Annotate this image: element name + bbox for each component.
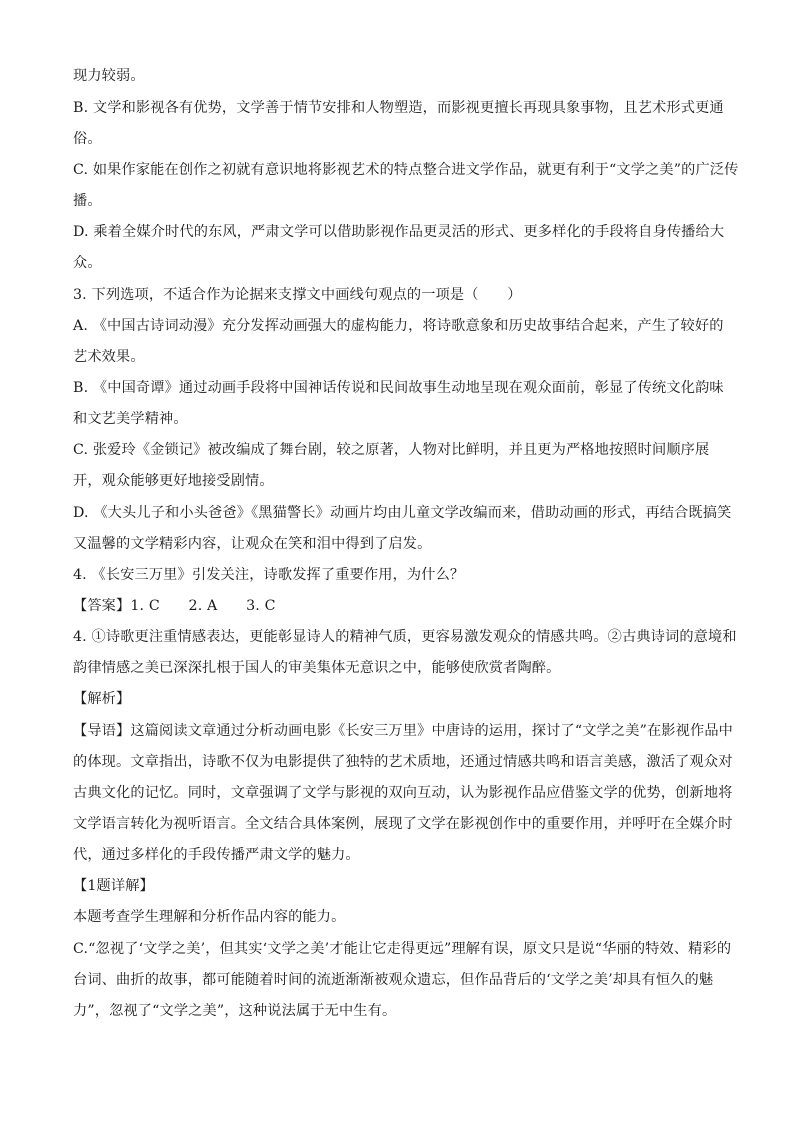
text-line: 台词、曲折的故事，都可能随着时间的流逝渐渐被观众遗忘，但作品背后的‘文学之美’却具有恒久的魅 [73,972,714,988]
analysis-heading: 【解析】 [73,691,131,707]
text-line: 代，通过多样化的手段传播严肃文学的魅力。 [73,847,360,863]
text-line: 艺术效果。 [73,349,145,365]
text-line: 众。 [73,255,102,271]
text-line: 开，观众能够更好地接受剧情。 [73,473,274,489]
question-4-stem: 4. 《长安三万里》引发关注，诗歌发挥了重要作用，为什么？ [73,567,465,583]
text-line: D. 《大头儿子和小头爸爸》《黑猫警长》动画片均由儿童文学改编而来，借助动画的形式，再结合既搞笑 [73,505,732,521]
text-line: 力”，忽视了“文学之美”，这种说法属于无中生有。 [73,1003,397,1019]
text-line: 4. ①诗歌更注重情感表达，更能彰显诗人的精神气质，更容易激发观众的情感共鸣。②古典诗词的意境和 [73,629,737,645]
section-heading: 【1题详解】 [73,878,154,894]
text-line: 俗。 [73,131,102,147]
text-line: B. 文学和影视各有优势，文学善于情节安排和人物塑造，而影视更擅长再现具象事物，且艺术形式更通 [73,100,724,116]
text-line: 韵律情感之美已深深扎根于国人的审美集体无意识之中，能够使欣赏者陶醉。 [73,660,561,676]
text-line: 【导语】这篇阅读文章通过分析动画电影《长安三万里》中唐诗的运用，探讨了“文学之美”在影视作品中 [73,723,733,739]
text-line: 古典文化的记忆。同时，文章强调了文学与影视的双向互动，认为影视作品应借鉴文学的优势，创新地将 [73,785,733,801]
text-line: 又温馨的文学精彩内容，让观众在笑和泪中得到了启发。 [73,536,432,552]
text-line: 和文艺美学精神。 [73,411,188,427]
text-line: 本题考查学生理解和分析作品内容的能力。 [73,909,346,925]
text-line: B. 《中国奇谭》通过动画手段将中国神话传说和民间故事生动地呈现在观众面前，彰显了传统文化韵味 [73,380,724,396]
text-line: A. 《中国古诗词动漫》充分发挥动画强大的虚构能力，将诗歌意象和历史故事结合起来，产生了较好的 [73,318,724,334]
answer-key: 【答案】1. C 2. A 3. C [73,598,276,614]
text-line: 现力较弱。 [73,68,145,84]
text-line: 的体现。文章指出，诗歌不仅为电影提供了独特的艺术质地，还通过情感共鸣和语言美感，激活了观众对 [73,754,733,770]
text-line: D. 乘着全媒介时代的东风，严肃文学可以借助影视作品更灵活的形式、更多样化的手段将自身传播给大 [73,224,725,240]
text-line: 播。 [73,193,102,209]
text-line: 文学语言转化为视听语言。全文结合具体案例，展现了文学在影视创作中的重要作用，并呼吁在全媒介时 [73,816,733,832]
text-line: C. 张爱玲《金锁记》被改编成了舞台剧，较之原著，人物对比鲜明，并且更为严格地按照时间顺序展 [73,442,710,458]
text-line: C. 如果作家能在创作之初就有意识地将影视艺术的特点整合进文学作品，就更有利于“文学之美”的广泛传 [73,162,739,178]
text-line: C.“忽视了‘文学之美’，但其实‘文学之美’才能让它走得更远”理解有误，原文只是说“华丽的特效、精彩的 [73,941,732,957]
question-3-stem: 3. 下列选项，不适合作为论据来支撑文中画线句观点的一项是（ ） [73,287,522,303]
